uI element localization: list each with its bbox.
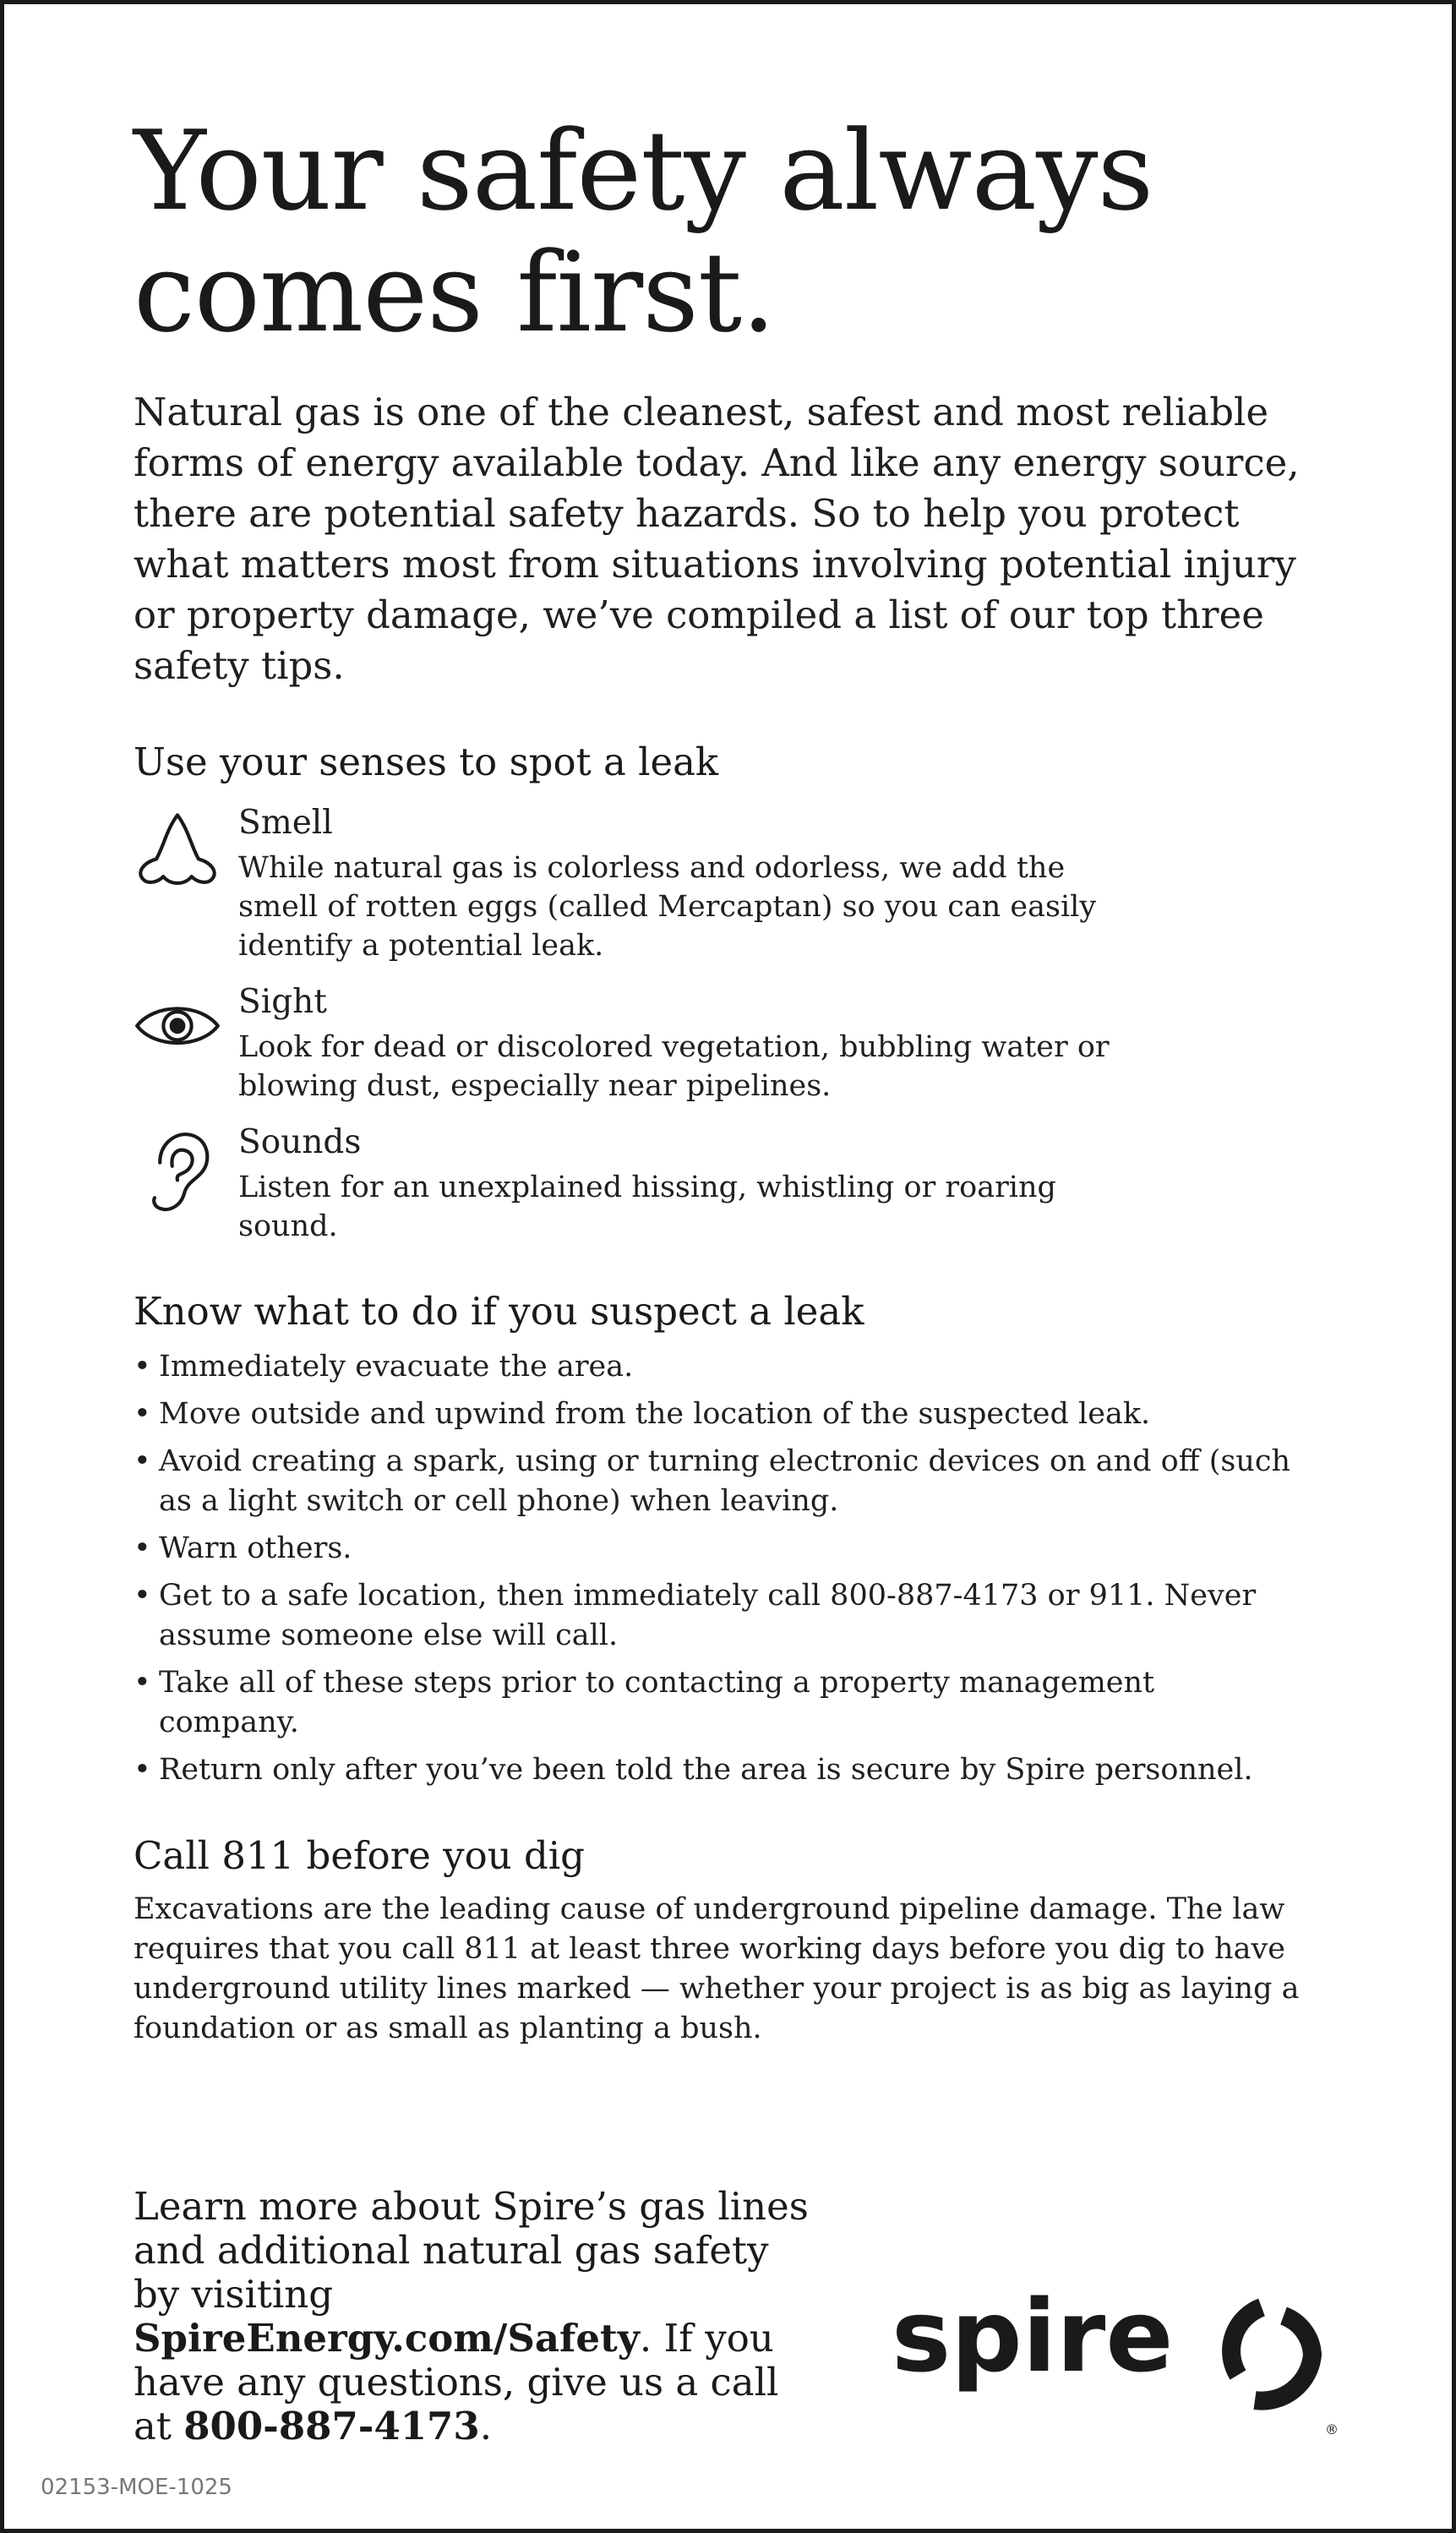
leak-heading: Know what to do if you suspect a leak [134, 1289, 864, 1334]
sense-title: Sight [238, 983, 327, 1021]
sense-description: While natural gas is colorless and odorless, we add the smell of rotten eggs (called Mercaptan) so you can easily identify a potential leak. [238, 851, 1097, 963]
list-item: • Take all of these steps prior to contacting a property management company. [134, 1663, 1300, 1743]
list-item: • Move outside and upwind from the location of the suspected leak. [134, 1395, 1300, 1434]
footer-contact [134, 2185, 826, 2448]
nose-icon [134, 808, 221, 896]
footer-text: Learn more about Spire’s gas lines and additional natural gas safety by visiting [134, 2184, 809, 2317]
main-content [134, 106, 1350, 2049]
logo-wordmark: spire [892, 2278, 1174, 2394]
dig-paragraph: Excavations are the leading cause of underground pipeline damage. The law requires that you call 811 at least three working days before you dig to have underground utility lines marked — whether your project is as big as laying a foundation or as small as planting a bush. [134, 1892, 1300, 2045]
list-item: • Avoid creating a spark, using or turning electronic devices on and off (such as a light switch or cell phone) when leaving. [134, 1442, 1300, 1521]
list-item: • Return only after you’ve been told the area is secure by Spire personnel. [134, 1750, 1300, 1790]
leak-steps-list [134, 1347, 1300, 1790]
intro-paragraph: Natural gas is one of the cleanest, safest and most reliable forms of energy available today. And like any energy source, there are potential safety hazards. So to help you protect what matters most from situations involving potential injury or property damage, we’ve compiled a list of our top three safety tips. [134, 390, 1300, 688]
phone-number[interactable]: 800-887-4173 [183, 2404, 480, 2448]
page-title: Your safety always comes first. [134, 106, 1153, 357]
list-item: • Immediately evacuate the area. [134, 1347, 1300, 1387]
sense-sounds [134, 1122, 1350, 1246]
document-code: 02153-MOE-1025 [41, 2475, 232, 2500]
website-link[interactable]: SpireEnergy.com/Safety [134, 2316, 640, 2361]
sense-title: Sounds [238, 1123, 362, 1161]
list-item: • Get to a safe location, then immediately call 800-887-4173 or 911. Never assume someone else will call. [134, 1576, 1300, 1656]
footer-text: . [479, 2404, 492, 2448]
sense-description: Listen for an unexplained hissing, whistling or roaring sound. [238, 1171, 1056, 1243]
ear-icon [134, 1127, 221, 1215]
logo-mark-icon [1231, 2307, 1312, 2401]
registered-mark: ® [1325, 2421, 1339, 2437]
sense-smell [134, 803, 1350, 965]
footer-text: . If you have any questions, give us a call at [134, 2316, 779, 2448]
eye-icon [134, 987, 221, 1075]
sense-sight [134, 982, 1350, 1105]
senses-heading: Use your senses to spot a leak [134, 740, 719, 784]
sense-description: Look for dead or discolored vegetation, bubbling water or blowing dust, especially near pipelines. [238, 1030, 1110, 1103]
dig-heading: Call 811 before you dig [134, 1833, 585, 1878]
sense-title: Smell [238, 804, 333, 842]
spire-logo [892, 2274, 1348, 2443]
list-item: • Warn others. [134, 1529, 1300, 1569]
